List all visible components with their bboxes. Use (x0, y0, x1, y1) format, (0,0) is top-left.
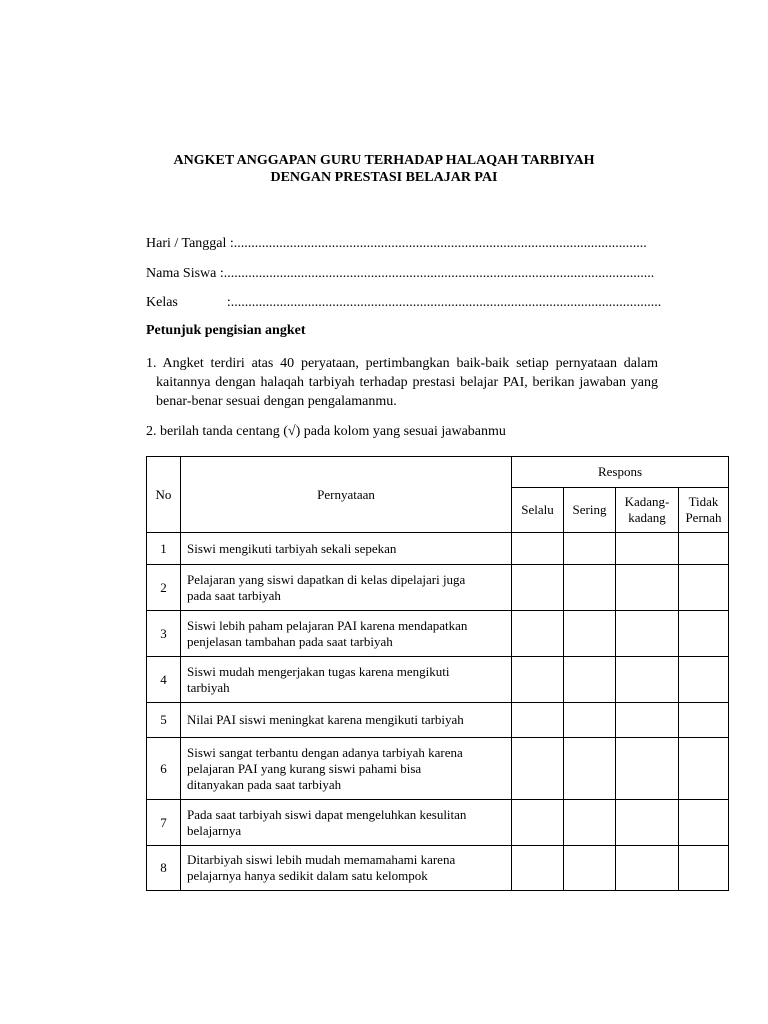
response-cell-always[interactable] (512, 800, 564, 846)
response-cell-always[interactable] (512, 657, 564, 703)
row-number: 4 (147, 657, 181, 703)
table-row (147, 703, 729, 738)
response-cell-often[interactable] (564, 565, 616, 611)
questionnaire-table (146, 456, 729, 891)
response-cell-never[interactable] (679, 565, 729, 611)
table-row (147, 533, 729, 565)
statement-line: Ditarbiyah siswi lebih mudah memamahami karena (187, 852, 456, 867)
table-row (147, 565, 729, 611)
title-line-1: ANGKET ANGGAPAN GURU TERHADAP HALAQAH TARBIYAH (173, 153, 595, 168)
statement-line: pelajarnya hanya sedikit dalam satu kelompok (187, 868, 428, 883)
response-cell-often[interactable] (564, 611, 616, 657)
row-statement (181, 565, 512, 611)
response-cell-often[interactable] (564, 657, 616, 703)
statement-line: Siswi mengikuti tarbiyah sekali sepekan (187, 540, 397, 556)
response-cell-always[interactable] (512, 703, 564, 738)
row-statement (181, 738, 512, 800)
document-title (0, 152, 768, 186)
response-cell-always[interactable] (512, 846, 564, 891)
class-label: Kelas (146, 295, 178, 310)
statement-line: pelajaran PAI yang kurang siswi pahami bisa (187, 760, 422, 776)
row-statement (181, 846, 512, 891)
header-response: Respons (512, 457, 729, 488)
response-cell-always[interactable] (512, 738, 564, 800)
name-field (146, 266, 662, 282)
response-cell-often[interactable] (564, 703, 616, 738)
response-cell-never[interactable] (679, 703, 729, 738)
class-colon: : (226, 295, 231, 310)
response-cell-sometimes[interactable] (616, 846, 679, 891)
response-cell-sometimes[interactable] (616, 703, 679, 738)
response-cell-always[interactable] (512, 611, 564, 657)
statement-line: Pada saat tarbiyah siswi dapat mengeluhkan kesulitan (187, 806, 467, 822)
table-row (147, 657, 729, 703)
response-cell-often[interactable] (564, 738, 616, 800)
header-no: No (147, 457, 181, 533)
row-number: 3 (147, 611, 181, 657)
response-cell-never[interactable] (679, 611, 729, 657)
response-cell-never[interactable] (679, 657, 729, 703)
table-row (147, 846, 729, 891)
class-dots: ........................................................................................................................... (230, 295, 662, 310)
row-statement (181, 800, 512, 846)
class-field (146, 295, 662, 311)
response-cell-always[interactable] (512, 565, 564, 611)
statement-line: Siswi lebih paham pelajaran PAI karena mendapatkan (187, 617, 468, 633)
response-cell-sometimes[interactable] (616, 611, 679, 657)
header-statement: Pernyataan (181, 457, 512, 533)
instruction-1-line-2: kaitannya dengan halaqah tarbiyah terhadap prestasi belajar PAI, berikan jawaban yang (156, 375, 658, 390)
statement-line: Nilai PAI siswi meningkat karena mengikuti tarbiyah (187, 712, 464, 727)
response-cell-never[interactable] (679, 846, 729, 891)
response-cell-never[interactable] (679, 738, 729, 800)
row-statement (181, 657, 512, 703)
row-number: 2 (147, 565, 181, 611)
row-statement (181, 703, 512, 738)
row-statement (181, 533, 512, 565)
table-row (147, 738, 729, 800)
response-cell-sometimes[interactable] (616, 565, 679, 611)
row-number: 6 (147, 738, 181, 800)
response-cell-often[interactable] (564, 800, 616, 846)
response-cell-never[interactable] (679, 800, 729, 846)
row-number: 5 (147, 703, 181, 738)
row-number: 8 (147, 846, 181, 891)
statement-line: Pelajaran yang siswi dapatkan di kelas dipelajari juga (187, 571, 466, 587)
header-response-always: Selalu (512, 488, 564, 533)
response-cell-sometimes[interactable] (616, 800, 679, 846)
date-label: Hari / Tanggal : (146, 236, 234, 251)
statement-line: Siswi mudah mengerjakan tugas karena mengikuti (187, 663, 450, 679)
response-cell-sometimes[interactable] (616, 738, 679, 800)
date-dots: ...................................................................................................................... (233, 236, 647, 251)
response-cell-sometimes[interactable] (616, 657, 679, 703)
response-cell-always[interactable] (512, 533, 564, 565)
instructions-heading: Petunjuk pengisian angket (146, 323, 306, 338)
table-row (147, 800, 729, 846)
row-statement (181, 611, 512, 657)
header-response-never: Tidak Pernah (679, 488, 729, 533)
response-cell-sometimes[interactable] (616, 533, 679, 565)
instruction-1-line-3: benar-benar sesuai dengan pengalamanmu. (156, 394, 397, 409)
table-body (147, 533, 729, 891)
statement-line: Siswi sangat terbantu dengan adanya tarbiyah karena (187, 744, 463, 760)
statement-line: penjelasan tambahan pada saat tarbiyah (187, 633, 393, 649)
statement-line: belajarnya (187, 822, 242, 838)
row-number: 7 (147, 800, 181, 846)
instruction-item-1 (146, 354, 658, 411)
header-response-sometimes: Kadang- kadang (616, 488, 679, 533)
statement-line: pada saat tarbiyah (187, 587, 281, 603)
row-number: 1 (147, 533, 181, 565)
response-cell-never[interactable] (679, 533, 729, 565)
title-line-2: DENGAN PRESTASI BELAJAR PAI (270, 170, 498, 185)
table-row (147, 611, 729, 657)
response-cell-often[interactable] (564, 533, 616, 565)
name-label: Nama Siswa : (146, 266, 224, 281)
date-field (146, 236, 662, 252)
instruction-item-2: 2. berilah tanda centang (√) pada kolom yang sesuai jawabanmu (146, 424, 506, 439)
instruction-1-line-1: 1. Angket terdiri atas 40 peryataan, pertimbangkan baik-baik setiap pernyataan dalam (146, 356, 658, 371)
header-response-often: Sering (564, 488, 616, 533)
statement-line: tarbiyah (187, 679, 230, 695)
response-cell-often[interactable] (564, 846, 616, 891)
statement-line: ditanyakan pada saat tarbiyah (187, 776, 342, 792)
name-dots: ........................................................................................................................... (223, 266, 655, 281)
